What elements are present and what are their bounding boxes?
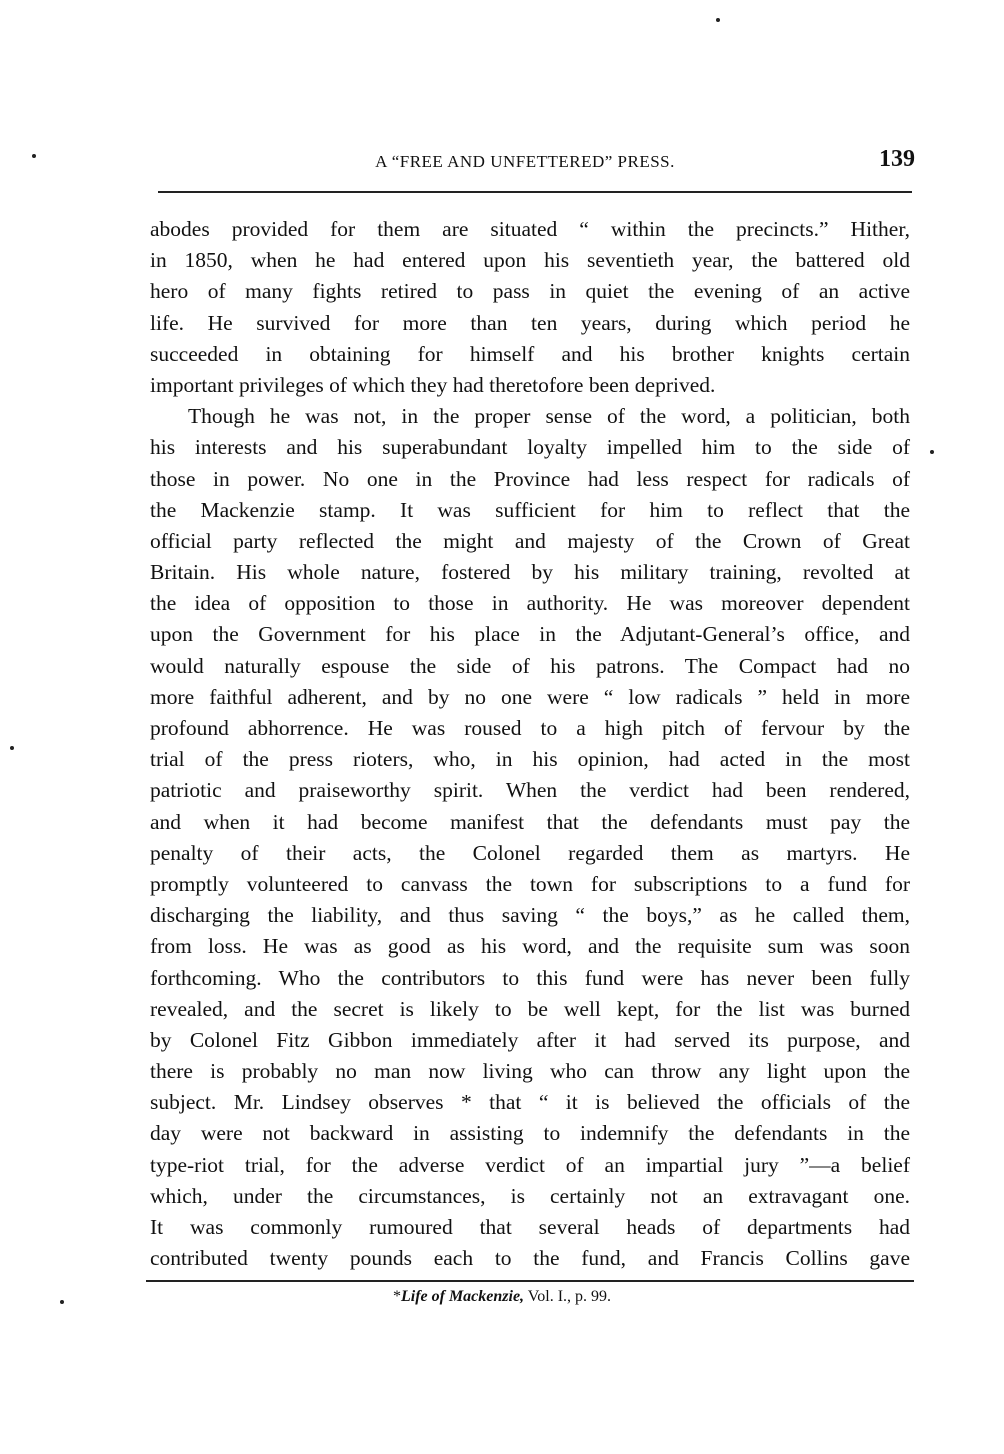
text-line: and when it had become manifest that the defendants must pay the: [150, 809, 910, 834]
text-line: abodes provided for them are situated “ within the precincts.” Hither,: [150, 217, 910, 241]
scan-speck: [716, 18, 720, 22]
text-line: upon the Government for his place in the Adjutant-General’s office, and: [150, 622, 910, 647]
footnote: [0, 1288, 1004, 1306]
text-line: subject. Mr. Lindsey observes * that “ it is believed the officials of the: [150, 1090, 910, 1115]
text-line: Though he was not, in the proper sense of the word, a politician, both: [188, 404, 910, 429]
text-line: contributed twenty pounds each to the fund, and Francis Collins gave: [150, 1246, 910, 1271]
text-line: important privileges of which they had theretofore been deprived.: [150, 372, 716, 397]
text-line: more faithful adherent, and by no one were “ low radicals ” held in more: [150, 684, 910, 709]
text-line: day were not backward in assisting to indemnify the defendants in the: [150, 1121, 910, 1146]
text-line: the idea of opposition to those in authority. He was moreover dependent: [150, 591, 910, 616]
text-line: revealed, and the secret is likely to be well kept, for the list was burned: [150, 996, 910, 1021]
text-line: in 1850, when he had entered upon his seventieth year, the battered old: [150, 248, 910, 273]
text-line: penalty of their acts, the Colonel regarded them as martyrs. He: [150, 840, 910, 865]
body-text: [150, 214, 910, 1274]
text-line: hero of many fights retired to pass in quiet the evening of an active: [150, 279, 910, 304]
text-line: patriotic and praiseworthy spirit. When the verdict had been rendered,: [150, 778, 910, 803]
text-line: forthcoming. Who the contributors to this fund were has never been fully: [150, 965, 910, 990]
text-line: discharging the liability, and thus saving “ the boys,” as he called them,: [150, 903, 910, 928]
scan-speck: [930, 450, 934, 454]
footnote-rule: [146, 1280, 914, 1282]
text-line: would naturally espouse the side of his patrons. The Compact had no: [150, 653, 910, 678]
text-line: there is probably no man now living who can throw any light upon the: [150, 1059, 910, 1084]
text-line: promptly volunteered to canvass the town for subscriptions to a fund for: [150, 871, 910, 896]
text-line: succeeded in obtaining for himself and his brother knights certain: [150, 341, 910, 366]
text-line: It was commonly rumoured that several heads of departments had: [150, 1215, 910, 1239]
scan-speck: [32, 154, 36, 158]
text-line: official party reflected the might and majesty of the Crown of Great: [150, 528, 910, 553]
text-line: the Mackenzie stamp. It was sufficient for him to reflect that the: [150, 497, 910, 522]
text-line: his interests and his superabundant loyalty impelled him to the side of: [150, 435, 910, 460]
text-line: profound abhorrence. He was roused to a high pitch of fervour by the: [150, 716, 910, 740]
text-line: Britain. His whole nature, fostered by his military training, revolted at: [150, 560, 910, 585]
text-line: those in power. No one in the Province had less respect for radicals of: [150, 466, 910, 491]
text-line: type-riot trial, for the adverse verdict of an impartial jury ”—a belief: [150, 1152, 910, 1177]
text-line: trial of the press rioters, who, in his opinion, had acted in the most: [150, 747, 910, 772]
text-line: life. He survived for more than ten years, during which period he: [150, 310, 910, 335]
text-line: from loss. He was as good as his word, and the requisite sum was soon: [150, 934, 910, 959]
footnote-title: Life of Mackenzie,: [400, 1288, 525, 1305]
running-head: [150, 146, 915, 180]
page-number: 139: [879, 146, 915, 172]
footnote-ref: Vol. I., p. 99.: [524, 1288, 612, 1305]
scan-speck: [10, 746, 14, 750]
footnote-marker: *: [392, 1288, 401, 1305]
header-rule: [158, 191, 912, 193]
text-line: which, under the circumstances, is certainly not an extravagant one.: [150, 1183, 910, 1208]
running-title: A “FREE AND UNFETTERED” PRESS.: [375, 152, 675, 171]
text-line: by Colonel Fitz Gibbon immediately after it had served its purpose, and: [150, 1027, 910, 1052]
